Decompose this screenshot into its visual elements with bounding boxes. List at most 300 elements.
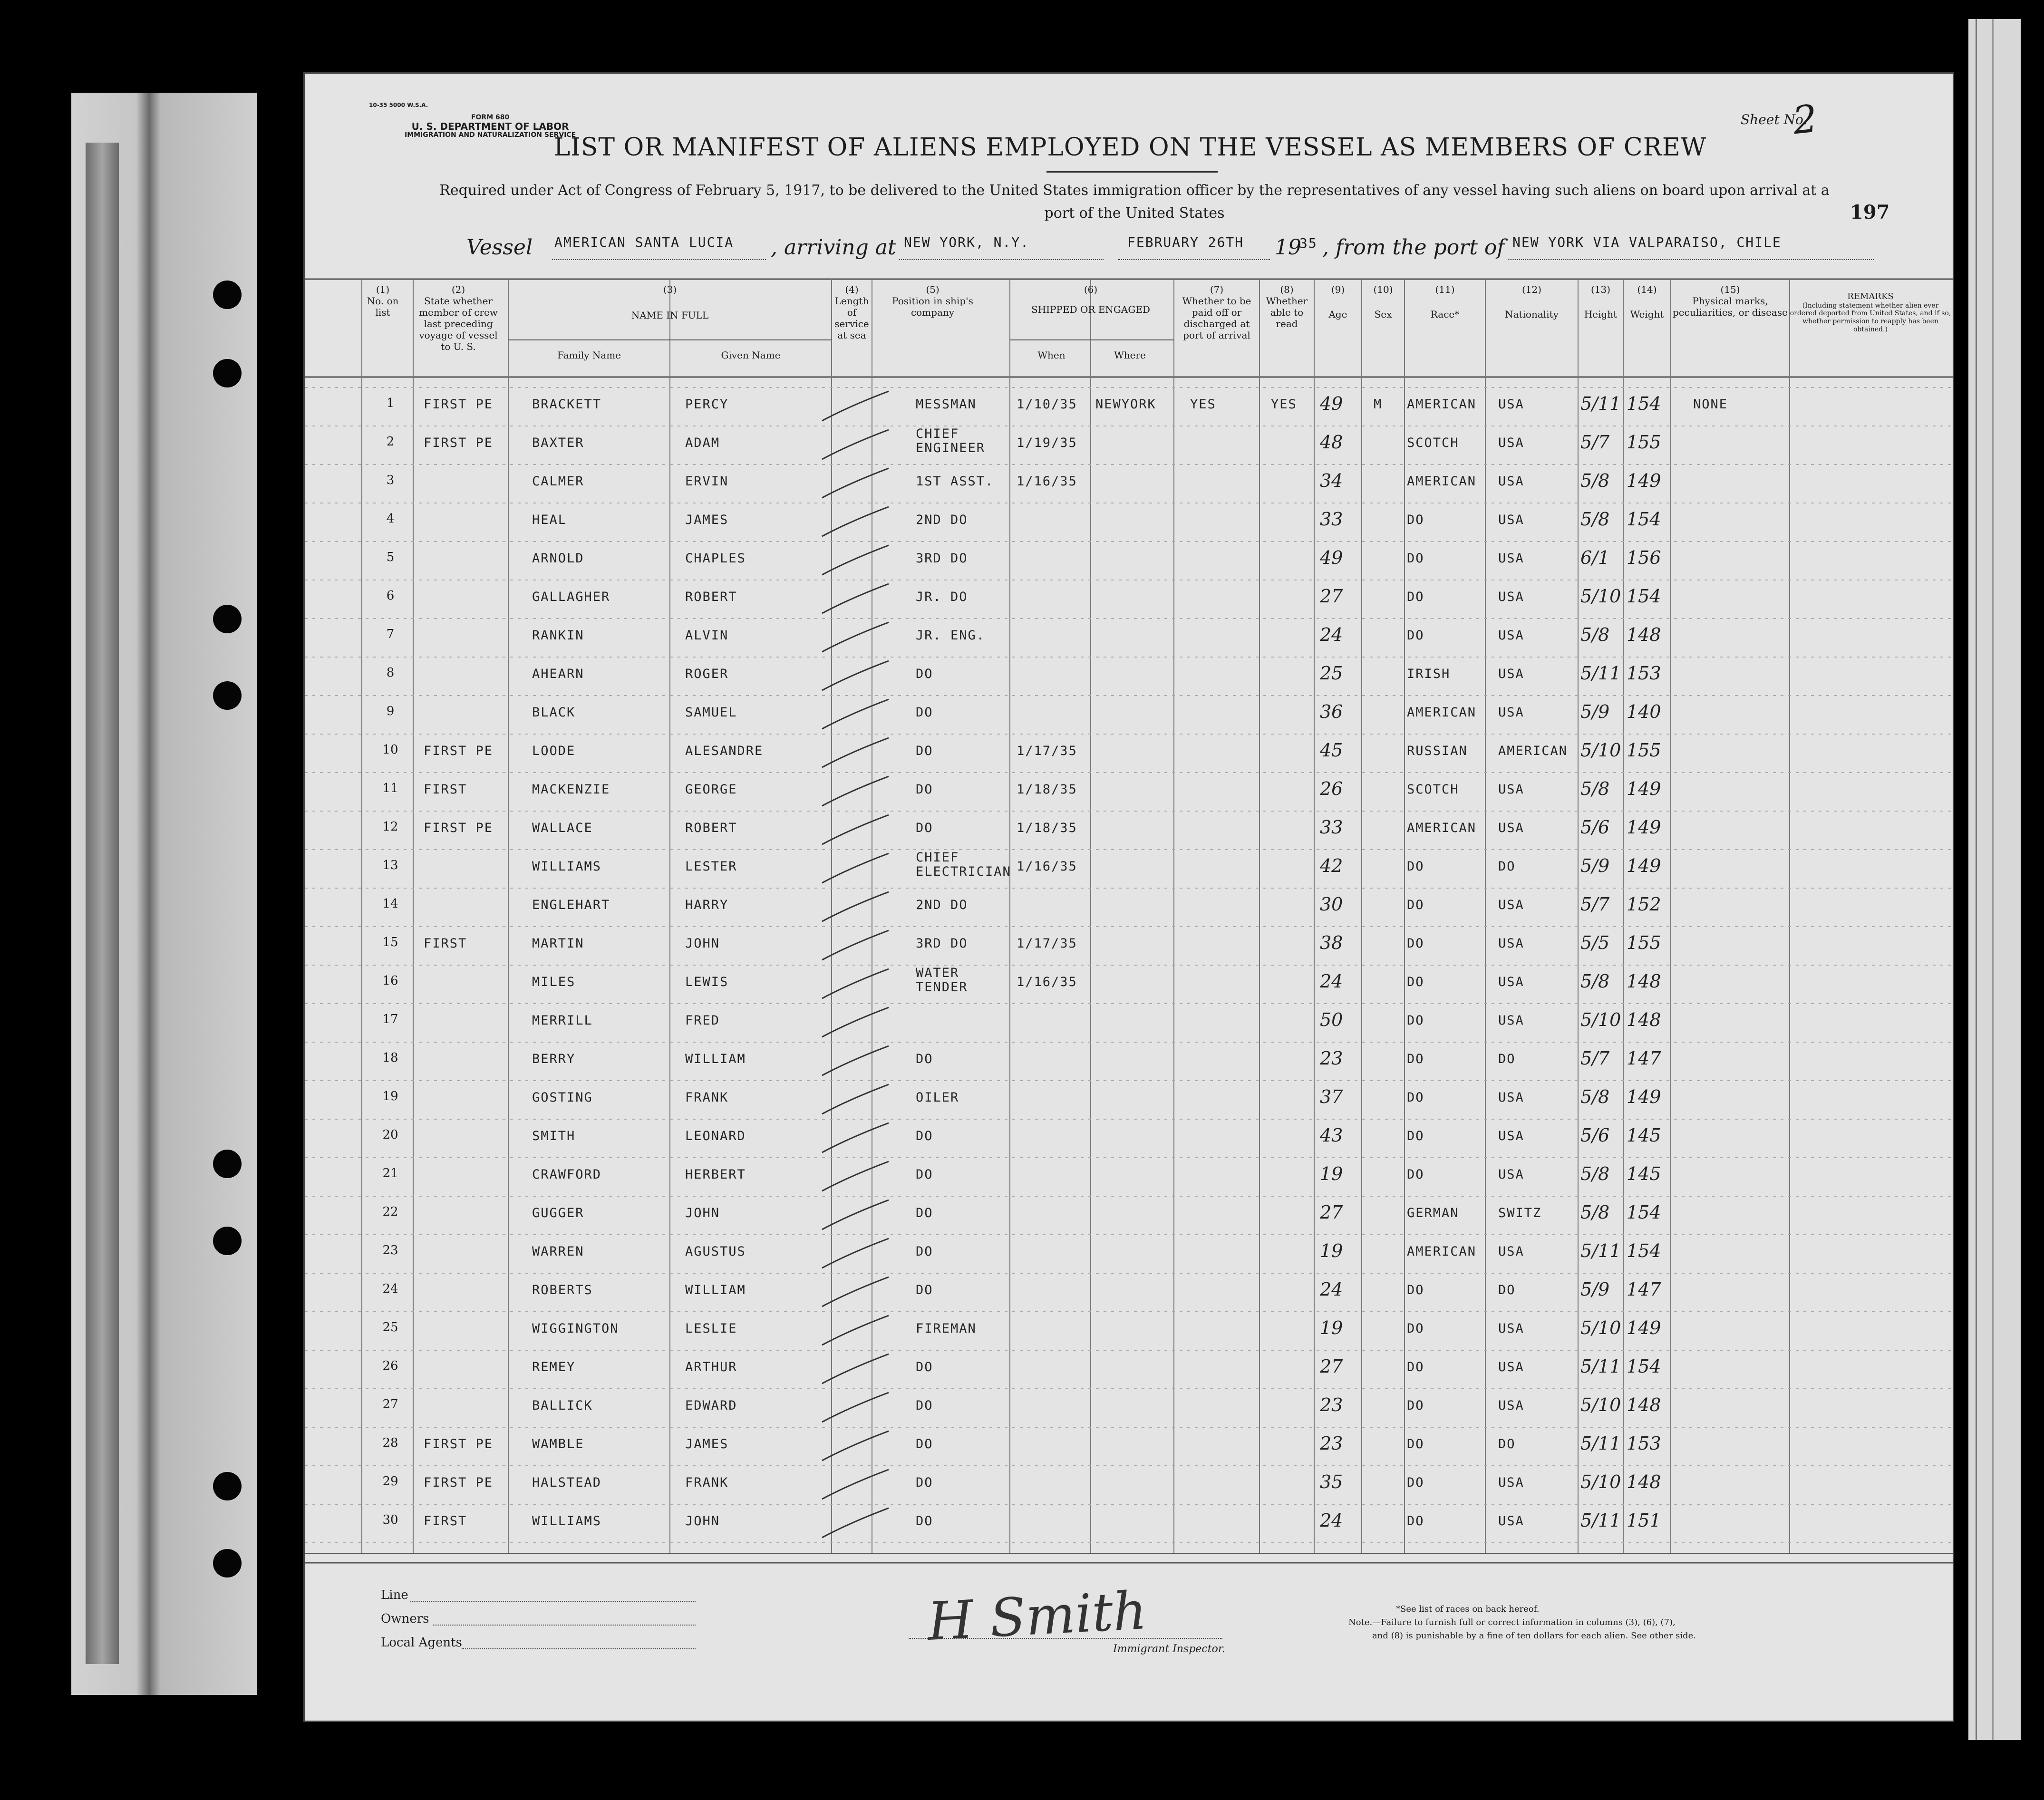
- cell-family: BERRY: [532, 1052, 576, 1066]
- cell-age: 19: [1320, 1317, 1343, 1338]
- cell-given: PERCY: [685, 397, 729, 412]
- cell-nat: USA: [1498, 1321, 1524, 1336]
- cell-nat: USA: [1498, 667, 1524, 681]
- cell-height: 5/11: [1580, 1356, 1621, 1377]
- cell-height: 5/6: [1580, 817, 1610, 838]
- cell-given: FRANK: [685, 1090, 729, 1105]
- header-family-name: Family Name: [557, 349, 621, 361]
- cell-given: WILLIAM: [685, 1052, 746, 1066]
- cell-given: AGUSTUS: [685, 1244, 746, 1259]
- departure-port: NEW YORK VIA VALPARAISO, CHILE: [1512, 234, 1782, 250]
- cell-weight: 147: [1627, 1048, 1661, 1069]
- cell-prev: FIRST PE: [424, 1475, 494, 1490]
- service-length-mark: [817, 1041, 893, 1079]
- cell-age: 34: [1320, 470, 1343, 491]
- cell-age: 24: [1320, 1279, 1343, 1300]
- cell-height: 5/10: [1580, 1471, 1621, 1492]
- cell-nat: USA: [1498, 513, 1524, 527]
- form-code: 10-35 5000 W.S.A.: [369, 102, 428, 108]
- arriving-port: NEW YORK, N.Y.: [904, 234, 1030, 250]
- row-number: 30: [382, 1513, 398, 1527]
- service-length-mark: [817, 1465, 893, 1503]
- cell-race: DO: [1407, 1398, 1424, 1413]
- cell-age: 23: [1320, 1394, 1343, 1415]
- cell-when: 1/18/35: [1017, 782, 1077, 797]
- cell-weight: 149: [1627, 778, 1661, 799]
- cell-position: OILER: [916, 1090, 959, 1105]
- service-length-mark: [817, 387, 893, 425]
- service-length-mark: [817, 887, 893, 925]
- cell-race: GERMAN: [1407, 1206, 1459, 1220]
- cell-prev: FIRST: [424, 782, 467, 797]
- cell-age: 23: [1320, 1433, 1343, 1454]
- cell-weight: 149: [1627, 470, 1661, 491]
- cell-position: 2ND DO: [916, 898, 968, 912]
- cell-weight: 154: [1627, 1202, 1661, 1223]
- cell-race: DO: [1407, 628, 1424, 643]
- cell-race: DO: [1407, 1360, 1424, 1374]
- row-number: 10: [382, 743, 398, 757]
- row-number: 8: [386, 666, 395, 680]
- cell-age: 33: [1320, 509, 1343, 530]
- row-number: 11: [382, 781, 398, 795]
- header-col1: (1) No. on list: [367, 284, 399, 318]
- cell-height: 5/10: [1580, 586, 1621, 607]
- cell-nat: USA: [1498, 1360, 1524, 1374]
- cell-family: BALLICK: [532, 1398, 593, 1413]
- service-length-mark: [817, 1311, 893, 1349]
- footer-owners-label: Owners: [381, 1612, 429, 1626]
- header-col3: (3) NAME IN FULL: [631, 284, 709, 321]
- cell-nat: DO: [1498, 1052, 1516, 1066]
- cell-race: AMERICAN: [1407, 397, 1477, 412]
- from-port-label: , from the port of: [1322, 235, 1505, 260]
- cell-nat: USA: [1498, 435, 1524, 450]
- cell-race: RUSSIAN: [1407, 744, 1468, 758]
- row-number: 4: [386, 512, 395, 526]
- cell-family: RANKIN: [532, 628, 584, 643]
- cell-weight: 154: [1627, 586, 1661, 607]
- cell-given: JOHN: [685, 936, 720, 951]
- cell-weight: 145: [1627, 1125, 1661, 1146]
- cell-race: DO: [1407, 590, 1424, 604]
- footer-line-label: Line: [381, 1588, 408, 1602]
- punch-hole: [213, 359, 242, 387]
- row-number: 2: [386, 435, 395, 449]
- cell-age: 26: [1320, 778, 1343, 799]
- cell-given: HARRY: [685, 898, 729, 912]
- cell-position: DO: [916, 1475, 933, 1490]
- stamp-number: 197: [1850, 201, 1890, 223]
- cell-height: 5/10: [1580, 740, 1621, 761]
- cell-race: IRISH: [1407, 667, 1451, 681]
- row-number: 9: [386, 704, 395, 718]
- cell-age: 23: [1320, 1048, 1343, 1069]
- cell-race: AMERICAN: [1407, 1244, 1477, 1259]
- vessel-label: Vessel: [466, 235, 533, 260]
- cell-read: YES: [1271, 397, 1297, 412]
- cell-position: 3RD DO: [916, 551, 968, 566]
- row-number: 18: [382, 1051, 398, 1065]
- cell-nat: DO: [1498, 1437, 1516, 1452]
- cell-position: DO: [916, 1244, 933, 1259]
- row-number: 1: [386, 396, 395, 410]
- cell-when: 1/17/35: [1017, 936, 1077, 951]
- arrival-date: FEBRUARY 26TH: [1127, 234, 1244, 250]
- cell-weight: 155: [1627, 932, 1661, 953]
- cell-nat: SWITZ: [1498, 1206, 1542, 1220]
- row-number: 20: [382, 1128, 398, 1142]
- sheet-number-label: Sheet No.: [1741, 112, 1808, 127]
- cell-when: 1/16/35: [1017, 975, 1077, 989]
- row-number: 5: [386, 550, 395, 564]
- cell-nat: USA: [1498, 821, 1524, 835]
- cell-height: 5/11: [1580, 663, 1621, 684]
- service-length-mark: [817, 1426, 893, 1464]
- cell-family: BRACKETT: [532, 397, 602, 412]
- inspector-label: Immigrant Inspector.: [1113, 1643, 1225, 1655]
- cell-position: 1ST ASST.: [916, 474, 994, 489]
- cell-given: FRANK: [685, 1475, 729, 1490]
- vessel-name: AMERICAN SANTA LUCIA: [554, 234, 734, 250]
- header-col15: (15) Physical marks, peculiarities, or disease: [1673, 284, 1788, 318]
- cell-position: DO: [916, 821, 933, 835]
- cell-age: 36: [1320, 701, 1343, 722]
- service-length-mark: [817, 810, 893, 848]
- cell-family: GOSTING: [532, 1090, 593, 1105]
- cell-weight: 156: [1627, 547, 1661, 568]
- cell-family: SMITH: [532, 1129, 576, 1143]
- cell-age: 24: [1320, 971, 1343, 992]
- cell-weight: 140: [1627, 701, 1661, 722]
- footer-line-underline: [410, 1601, 696, 1602]
- service-length-mark: [817, 656, 893, 694]
- cell-given: SAMUEL: [685, 705, 737, 720]
- cell-sex: M: [1374, 397, 1383, 412]
- cell-age: 49: [1320, 547, 1343, 568]
- header-shipped-when: When: [1037, 349, 1066, 361]
- cell-height: 5/8: [1580, 509, 1610, 530]
- header-col2: (2) State whether member of crew last preceding voyage of vessel to U. S.: [419, 284, 498, 352]
- manifest-sheet: [303, 72, 1954, 1722]
- service-length-mark: [817, 1234, 893, 1272]
- cell-nat: USA: [1498, 1090, 1524, 1105]
- row-number: 17: [382, 1012, 398, 1026]
- cell-position: JR. DO: [916, 590, 968, 604]
- cell-age: 43: [1320, 1125, 1343, 1146]
- cell-given: JAMES: [685, 1437, 729, 1452]
- footer-agents-label: Local Agents: [381, 1635, 462, 1650]
- service-length-mark: [817, 1118, 893, 1156]
- cell-nat: USA: [1498, 1244, 1524, 1259]
- cell-family: HEAL: [532, 513, 567, 527]
- cell-weight: 149: [1627, 1317, 1661, 1338]
- service-length-mark: [817, 1157, 893, 1195]
- cell-age: 35: [1320, 1471, 1343, 1492]
- cell-height: 5/11: [1580, 393, 1621, 414]
- cell-when: 1/16/35: [1017, 474, 1077, 489]
- service-length-mark: [817, 695, 893, 733]
- cell-race: DO: [1407, 1167, 1424, 1182]
- header-col10: (10) Sex: [1373, 284, 1393, 320]
- cell-weight: 154: [1627, 1356, 1661, 1377]
- race-note: *See list of races on back hereof.: [1396, 1604, 1540, 1614]
- cell-nat: USA: [1498, 628, 1524, 643]
- header-col12: (12) Nationality: [1505, 284, 1559, 320]
- cell-given: ARTHUR: [685, 1360, 737, 1374]
- punch-hole: [213, 1227, 242, 1255]
- cell-family: WALLACE: [532, 821, 593, 835]
- service-length-mark: [817, 464, 893, 502]
- cell-race: DO: [1407, 551, 1424, 566]
- cell-weight: 153: [1627, 1433, 1661, 1454]
- service-length-mark: [817, 1349, 893, 1387]
- cell-height: 5/8: [1580, 778, 1610, 799]
- cell-family: BLACK: [532, 705, 576, 720]
- row-number: 23: [382, 1243, 398, 1258]
- cell-when: 1/18/35: [1017, 821, 1077, 835]
- row-number: 3: [386, 473, 395, 487]
- manifest-title: LIST OR MANIFEST OF ALIENS EMPLOYED ON THE VESSEL AS MEMBERS OF CREW: [553, 133, 1707, 162]
- service-length-mark: [817, 1388, 893, 1426]
- arriving-label: , arriving at: [771, 235, 896, 260]
- cell-family: BAXTER: [532, 435, 584, 450]
- cell-given: EDWARD: [685, 1398, 737, 1413]
- row-number: 13: [382, 858, 398, 872]
- cell-weight: 154: [1627, 509, 1661, 530]
- cell-nat: USA: [1498, 975, 1524, 989]
- row-number: 19: [382, 1089, 398, 1103]
- cell-height: 5/6: [1580, 1125, 1610, 1146]
- cell-age: 37: [1320, 1086, 1343, 1107]
- cell-height: 5/11: [1580, 1433, 1621, 1454]
- cell-age: 27: [1320, 1356, 1343, 1377]
- sheet-number-value: 2: [1791, 96, 1820, 143]
- cell-weight: 148: [1627, 1009, 1661, 1030]
- adjacent-page-edge: [1968, 19, 2021, 1740]
- service-length-mark: [817, 502, 893, 540]
- cell-weight: 149: [1627, 855, 1661, 876]
- row-number: 25: [382, 1320, 398, 1335]
- cell-age: 50: [1320, 1009, 1343, 1030]
- cell-weight: 153: [1627, 663, 1661, 684]
- cell-family: CRAWFORD: [532, 1167, 602, 1182]
- cell-age: 38: [1320, 932, 1343, 953]
- cell-given: ROGER: [685, 667, 729, 681]
- cell-family: MILES: [532, 975, 576, 989]
- cell-age: 27: [1320, 586, 1343, 607]
- cell-given: LESTER: [685, 859, 737, 874]
- cell-race: DO: [1407, 936, 1424, 951]
- cell-height: 5/5: [1580, 932, 1610, 953]
- service-length-mark: [817, 618, 893, 656]
- cell-height: 5/8: [1580, 624, 1610, 645]
- cell-family: WILLIAMS: [532, 1514, 602, 1529]
- service-length-mark: [817, 1272, 893, 1310]
- service-length-mark: [817, 772, 893, 810]
- cell-family: GUGGER: [532, 1206, 584, 1220]
- service-length-mark: [817, 849, 893, 887]
- legal-requirement-text: Required under Act of Congress of February 5, 1917, to be delivered to the United States immigration officer by the representatives of any vessel having such aliens on board upon arrival at a port of the United States: [439, 182, 1830, 222]
- cell-age: 45: [1320, 740, 1343, 761]
- header-col8: (8) Whether able to read: [1266, 284, 1308, 329]
- cell-weight: 148: [1627, 1471, 1661, 1492]
- cell-nat: USA: [1498, 1129, 1524, 1143]
- header-remarks: REMARKS (Including statement whether alien ever ordered deported from United States, and if so, whether permission to reapply has been obtained.): [1790, 291, 1951, 333]
- cell-prev: FIRST PE: [424, 744, 494, 758]
- cell-given: HERBERT: [685, 1167, 746, 1182]
- header-col4: (4) Length of service at sea: [834, 284, 869, 341]
- header-col14: (14) Weight: [1630, 284, 1664, 320]
- cell-position: DO: [916, 1167, 933, 1182]
- cell-nat: USA: [1498, 898, 1524, 912]
- cell-position: DO: [916, 1206, 933, 1220]
- row-number: 12: [382, 820, 398, 834]
- cell-position: 3RD DO: [916, 936, 968, 951]
- cell-age: 30: [1320, 894, 1343, 915]
- cell-nat: USA: [1498, 397, 1524, 412]
- cell-paid: YES: [1190, 397, 1216, 412]
- cell-nat: USA: [1498, 1398, 1524, 1413]
- cell-when: 1/19/35: [1017, 435, 1077, 450]
- cell-height: 5/10: [1580, 1317, 1621, 1338]
- cell-position: WATER TENDER: [916, 966, 968, 995]
- cell-family: WILLIAMS: [532, 859, 602, 874]
- cell-age: 33: [1320, 817, 1343, 838]
- cell-position: MESSMAN: [916, 397, 977, 412]
- cell-race: AMERICAN: [1407, 474, 1477, 489]
- cell-weight: 148: [1627, 971, 1661, 992]
- row-number: 14: [382, 897, 398, 911]
- cell-weight: 155: [1627, 432, 1661, 453]
- cell-race: AMERICAN: [1407, 705, 1477, 720]
- cell-weight: 152: [1627, 894, 1661, 915]
- cell-position: DO: [916, 1052, 933, 1066]
- cell-race: DO: [1407, 1283, 1424, 1297]
- cell-age: 24: [1320, 1510, 1343, 1531]
- service-length-mark: [817, 926, 893, 964]
- service-length-mark: [817, 1003, 893, 1041]
- cell-position: DO: [916, 1437, 933, 1452]
- cell-prev: FIRST: [424, 936, 467, 951]
- row-number: 7: [386, 627, 395, 641]
- cell-prev: FIRST PE: [424, 821, 494, 835]
- cell-race: DO: [1407, 513, 1424, 527]
- cell-weight: 147: [1627, 1279, 1661, 1300]
- cell-position: DO: [916, 1398, 933, 1413]
- header-col5: (5) Position in ship's company: [892, 284, 973, 318]
- cell-given: GEORGE: [685, 782, 737, 797]
- cell-height: 5/9: [1580, 1279, 1610, 1300]
- row-number: 21: [382, 1166, 398, 1181]
- cell-nat: USA: [1498, 782, 1524, 797]
- cell-family: MARTIN: [532, 936, 584, 951]
- cell-marks: NONE: [1693, 397, 1728, 412]
- cell-race: DO: [1407, 859, 1424, 874]
- cell-height: 5/10: [1580, 1394, 1621, 1415]
- row-number: 15: [382, 935, 398, 949]
- cell-nat: USA: [1498, 1514, 1524, 1529]
- cell-position: CHIEF ELECTRICIAN: [916, 850, 1011, 879]
- cell-position: 2ND DO: [916, 513, 968, 527]
- cell-position: JR. ENG.: [916, 628, 986, 643]
- cell-position: DO: [916, 667, 933, 681]
- cell-weight: 149: [1627, 1086, 1661, 1107]
- cell-weight: 145: [1627, 1163, 1661, 1184]
- cell-height: 5/11: [1580, 1510, 1621, 1531]
- cell-position: DO: [916, 1129, 933, 1143]
- service-length-mark: [817, 1195, 893, 1233]
- stub-shadow: [86, 143, 119, 1664]
- cell-family: ROBERTS: [532, 1283, 593, 1297]
- row-number: 16: [382, 974, 398, 988]
- cell-age: 19: [1320, 1240, 1343, 1261]
- header-col6: (6) SHIPPED OR ENGAGED: [1031, 284, 1150, 315]
- cell-weight: 154: [1627, 1240, 1661, 1261]
- service-length-mark: [817, 579, 893, 617]
- cell-prev: FIRST PE: [424, 435, 494, 450]
- cell-family: HALSTEAD: [532, 1475, 602, 1490]
- cell-height: 5/7: [1580, 1048, 1610, 1069]
- cell-family: CALMER: [532, 474, 584, 489]
- cell-race: SCOTCH: [1407, 782, 1459, 797]
- cell-race: DO: [1407, 1514, 1424, 1529]
- cell-family: WIGGINGTON: [532, 1321, 619, 1336]
- cell-prev: FIRST PE: [424, 1437, 494, 1452]
- punch-hole: [213, 281, 242, 309]
- cell-family: GALLAGHER: [532, 590, 610, 604]
- cell-race: DO: [1407, 1013, 1424, 1028]
- cell-race: DO: [1407, 1475, 1424, 1490]
- cell-nat: USA: [1498, 551, 1524, 566]
- punch-hole: [213, 605, 242, 633]
- cell-nat: AMERICAN: [1498, 744, 1568, 758]
- cell-age: 27: [1320, 1202, 1343, 1223]
- cell-given: JOHN: [685, 1514, 720, 1529]
- footer-owners-underline: [433, 1625, 696, 1626]
- service-length-mark: [817, 541, 893, 579]
- cell-race: DO: [1407, 975, 1424, 989]
- cell-height: 5/9: [1580, 701, 1610, 722]
- cell-where: NEWYORK: [1095, 397, 1156, 412]
- row-number: 28: [382, 1436, 398, 1450]
- cell-family: WARREN: [532, 1244, 584, 1259]
- cell-nat: USA: [1498, 1167, 1524, 1182]
- cell-position: DO: [916, 744, 933, 758]
- cell-age: 48: [1320, 432, 1343, 453]
- cell-prev: FIRST: [424, 1514, 467, 1529]
- cell-given: ALVIN: [685, 628, 729, 643]
- row-number: 29: [382, 1474, 398, 1489]
- cell-family: MERRILL: [532, 1013, 593, 1028]
- cell-given: ALESANDRE: [685, 744, 764, 758]
- row-number: 26: [382, 1359, 398, 1373]
- cell-nat: DO: [1498, 859, 1516, 874]
- punch-hole: [213, 681, 242, 710]
- cell-family: WAMBLE: [532, 1437, 584, 1452]
- cell-given: ROBERT: [685, 590, 737, 604]
- cell-family: LOODE: [532, 744, 576, 758]
- cell-given: JOHN: [685, 1206, 720, 1220]
- inspector-signature: H Smith: [926, 1580, 1148, 1652]
- cell-given: ADAM: [685, 435, 720, 450]
- cell-race: DO: [1407, 898, 1424, 912]
- penalty-note-2: and (8) is punishable by a fine of ten dollars for each alien. See other side.: [1372, 1631, 1696, 1641]
- cell-position: DO: [916, 705, 933, 720]
- cell-when: 1/16/35: [1017, 859, 1077, 874]
- cell-height: 5/7: [1580, 894, 1610, 915]
- cell-nat: DO: [1498, 1283, 1516, 1297]
